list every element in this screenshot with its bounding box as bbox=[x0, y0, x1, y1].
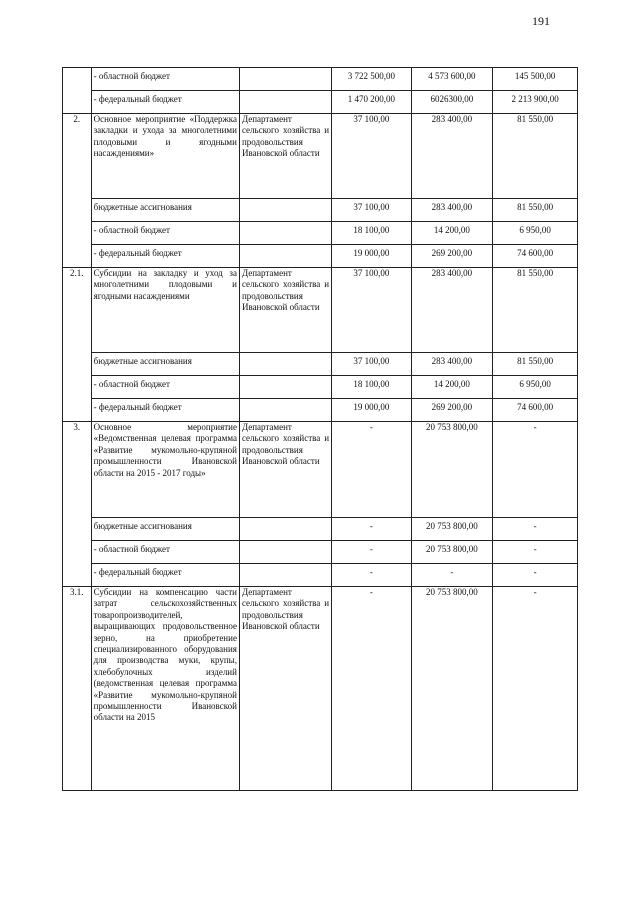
amount-year3-cell: - bbox=[493, 518, 578, 541]
amount-year1-cell: 37 100,00 bbox=[332, 268, 411, 353]
row-number-cell bbox=[63, 68, 92, 91]
measure-name-cell: - областной бюджет bbox=[91, 541, 239, 564]
amount-year3-cell: - bbox=[493, 422, 578, 518]
row-number-cell bbox=[63, 564, 92, 587]
executor-cell: Департамент сельского хозяйства и продовольствия Ивановской области bbox=[239, 268, 331, 353]
table-row bbox=[63, 91, 578, 114]
executor-cell: Департамент сельского хозяйства и продовольствия Ивановской области bbox=[239, 114, 331, 199]
table-row bbox=[63, 268, 578, 353]
amount-year1-cell: 18 100,00 bbox=[332, 222, 411, 245]
amount-year1-cell: 18 100,00 bbox=[332, 376, 411, 399]
table-row bbox=[63, 222, 578, 245]
amount-year2-cell: 20 753 800,00 bbox=[411, 422, 493, 518]
amount-year1-cell: 37 100,00 bbox=[332, 199, 411, 222]
amount-year2-cell: 283 400,00 bbox=[411, 268, 493, 353]
executor-cell bbox=[239, 376, 331, 399]
table-row bbox=[63, 353, 578, 376]
amount-year3-cell: 81 550,00 bbox=[493, 114, 578, 199]
budget-table bbox=[62, 67, 578, 791]
measure-name-cell: - областной бюджет bbox=[91, 222, 239, 245]
amount-year3-cell: 6 950,00 bbox=[493, 376, 578, 399]
executor-cell bbox=[239, 199, 331, 222]
executor-cell bbox=[239, 564, 331, 587]
amount-year1-cell: 3 722 500,00 bbox=[332, 68, 411, 91]
amount-year1-cell: 19 000,00 bbox=[332, 245, 411, 268]
measure-name-cell: - федеральный бюджет bbox=[91, 245, 239, 268]
table-row bbox=[63, 518, 578, 541]
row-number-cell bbox=[63, 376, 92, 399]
measure-name-cell: Основное мероприятие «Ведомственная целевая программа «Развитие мукомольно-крупяной промышленности Ивановской области на 2015 - 2017 годы» bbox=[91, 422, 239, 518]
measure-name-cell: - федеральный бюджет bbox=[91, 399, 239, 422]
table-row bbox=[63, 541, 578, 564]
row-number-cell bbox=[63, 353, 92, 376]
measure-name-cell: Субсидии на закладку и уход за многолетними плодовыми и ягодными насаждениями bbox=[91, 268, 239, 353]
row-number-cell: 2.1. bbox=[63, 268, 92, 353]
table-row bbox=[63, 587, 578, 791]
row-number-cell: 3. bbox=[63, 422, 92, 518]
row-number-cell bbox=[63, 245, 92, 268]
amount-year2-cell: 283 400,00 bbox=[411, 114, 493, 199]
row-number-cell bbox=[63, 91, 92, 114]
amount-year1-cell: - bbox=[332, 587, 411, 791]
amount-year1-cell: 1 470 200,00 bbox=[332, 91, 411, 114]
amount-year2-cell: 20 753 800,00 bbox=[411, 587, 493, 791]
amount-year3-cell: 81 550,00 bbox=[493, 353, 578, 376]
amount-year3-cell: 74 600,00 bbox=[493, 399, 578, 422]
executor-cell bbox=[239, 68, 331, 91]
budget-table-body bbox=[63, 68, 578, 791]
row-number-cell bbox=[63, 399, 92, 422]
executor-cell: Департамент сельского хозяйства и продовольствия Ивановской области bbox=[239, 422, 331, 518]
amount-year3-cell: - bbox=[493, 564, 578, 587]
row-number-cell: 2. bbox=[63, 114, 92, 199]
measure-name-cell: - областной бюджет bbox=[91, 68, 239, 91]
amount-year3-cell: - bbox=[493, 587, 578, 791]
executor-cell bbox=[239, 518, 331, 541]
table-row bbox=[63, 422, 578, 518]
row-number-cell: 3.1. bbox=[63, 587, 92, 791]
amount-year2-cell: 14 200,00 bbox=[411, 376, 493, 399]
amount-year2-cell: 4 573 600,00 bbox=[411, 68, 493, 91]
amount-year1-cell: - bbox=[332, 422, 411, 518]
measure-name-cell: - областной бюджет bbox=[91, 376, 239, 399]
amount-year3-cell: 74 600,00 bbox=[493, 245, 578, 268]
executor-cell bbox=[239, 399, 331, 422]
measure-name-cell: Основное мероприятие «Поддержка закладки и ухода за многолетними плодовыми и ягодными насаждениями» bbox=[91, 114, 239, 199]
row-number-cell bbox=[63, 199, 92, 222]
amount-year2-cell: 269 200,00 bbox=[411, 399, 493, 422]
amount-year1-cell: - bbox=[332, 518, 411, 541]
executor-cell bbox=[239, 245, 331, 268]
row-number-cell bbox=[63, 518, 92, 541]
amount-year2-cell: 6026300,00 bbox=[411, 91, 493, 114]
amount-year3-cell: 81 550,00 bbox=[493, 268, 578, 353]
measure-name-cell: бюджетные ассигнования bbox=[91, 518, 239, 541]
amount-year3-cell: 145 500,00 bbox=[493, 68, 578, 91]
amount-year2-cell: 283 400,00 bbox=[411, 353, 493, 376]
measure-name-cell: - федеральный бюджет bbox=[91, 564, 239, 587]
table-row bbox=[63, 114, 578, 199]
row-number-cell bbox=[63, 222, 92, 245]
amount-year2-cell: 20 753 800,00 bbox=[411, 541, 493, 564]
amount-year3-cell: 2 213 900,00 bbox=[493, 91, 578, 114]
executor-cell: Департамент сельского хозяйства и продовольствия Ивановской области bbox=[239, 587, 331, 791]
table-row bbox=[63, 564, 578, 587]
executor-cell bbox=[239, 91, 331, 114]
table-row bbox=[63, 399, 578, 422]
table-row bbox=[63, 245, 578, 268]
measure-name-cell: - федеральный бюджет bbox=[91, 91, 239, 114]
executor-cell bbox=[239, 353, 331, 376]
amount-year3-cell: - bbox=[493, 541, 578, 564]
measure-name-cell: бюджетные ассигнования bbox=[91, 199, 239, 222]
row-number-cell bbox=[63, 541, 92, 564]
measure-name-cell: бюджетные ассигнования bbox=[91, 353, 239, 376]
amount-year1-cell: 37 100,00 bbox=[332, 114, 411, 199]
amount-year2-cell: 269 200,00 bbox=[411, 245, 493, 268]
table-row bbox=[63, 376, 578, 399]
executor-cell bbox=[239, 541, 331, 564]
amount-year2-cell: 283 400,00 bbox=[411, 199, 493, 222]
amount-year1-cell: 19 000,00 bbox=[332, 399, 411, 422]
executor-cell bbox=[239, 222, 331, 245]
amount-year2-cell: - bbox=[411, 564, 493, 587]
amount-year3-cell: 6 950,00 bbox=[493, 222, 578, 245]
amount-year2-cell: 14 200,00 bbox=[411, 222, 493, 245]
amount-year1-cell: - bbox=[332, 564, 411, 587]
table-row bbox=[63, 68, 578, 91]
amount-year2-cell: 20 753 800,00 bbox=[411, 518, 493, 541]
page-number: 191 bbox=[532, 14, 550, 28]
amount-year1-cell: 37 100,00 bbox=[332, 353, 411, 376]
amount-year1-cell: - bbox=[332, 541, 411, 564]
amount-year3-cell: 81 550,00 bbox=[493, 199, 578, 222]
table-row bbox=[63, 199, 578, 222]
measure-name-cell: Субсидии на компенсацию части затрат сельскохозяйственных товаропроизводителей, выращивающих продовольственное зерно, на приобретение специализированного оборудования для производства муки, крупы, хлебобулочных изделий (ведомственная целевая программа «Развитие мукомольно-крупяной промышленности Ивановской области на 2015 bbox=[91, 587, 239, 791]
